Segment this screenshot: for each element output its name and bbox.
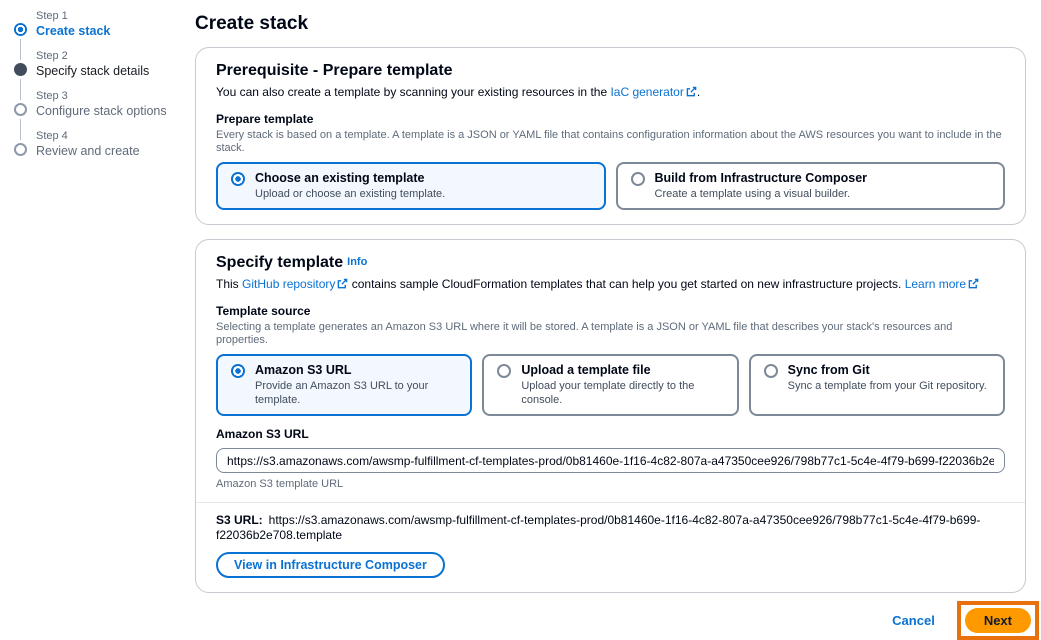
prepare-template-description: Every stack is based on a template. A template is a JSON or YAML file that contains configuration information about the AWS resources you want to include in the stack. (216, 129, 1002, 154)
prepare-template-tiles (216, 162, 1005, 210)
specify-description-middle: contains sample CloudFormation templates that can help you get started on new infrastructure projects. (348, 277, 905, 291)
tile-amazon-s3-url[interactable] (216, 354, 472, 416)
prerequisite-description (216, 84, 1005, 101)
radio-selected-icon (231, 364, 245, 378)
template-source-tiles (216, 354, 1005, 416)
step-item-review-and-create[interactable] (14, 128, 184, 168)
step-number: Step 2 (36, 50, 68, 62)
s3-url-summary-value: https://s3.amazonaws.com/awsmp-fulfillment-cf-templates-prod/0b81460e-1f16-4c82-807a-a47350cee926/798b77c1-5c4e-4f79-b699-f22036b2e708.template (216, 513, 981, 542)
tile-sync-from-git[interactable] (749, 354, 1005, 416)
specify-template-description (216, 276, 1005, 293)
prerequisite-description-suffix: . (696, 85, 701, 99)
view-in-infrastructure-composer-button[interactable]: View in Infrastructure Composer (216, 552, 445, 578)
prepare-template-label: Prepare template (216, 112, 314, 126)
template-source-label: Template source (216, 304, 311, 318)
main-content (195, 6, 1026, 640)
step-item-specify-stack-details[interactable] (14, 48, 184, 88)
step-active-radio-icon (14, 23, 27, 36)
iac-generator-link[interactable]: IaC generator (610, 85, 696, 99)
github-repository-link[interactable]: GitHub repository (242, 277, 348, 291)
tile-description: Create a template using a visual builder. (654, 188, 851, 200)
tile-title: Amazon S3 URL (255, 363, 352, 377)
external-link-icon (968, 277, 979, 293)
s3-url-summary (216, 513, 1005, 543)
tile-description: Sync a template from your Git repository. (787, 380, 987, 392)
tile-build-from-infrastructure-composer[interactable] (616, 162, 1006, 210)
tile-description: Upload or choose an existing template. (255, 188, 446, 200)
wizard-actions (195, 601, 1026, 640)
s3-url-field-label: Amazon S3 URL (216, 427, 309, 441)
step-number: Step 4 (36, 130, 68, 142)
prerequisite-panel (195, 47, 1026, 225)
tile-title: Sync from Git (787, 363, 870, 377)
step-item-create-stack[interactable] (14, 8, 184, 48)
radio-unselected-icon (631, 172, 645, 186)
wizard-steps-nav (14, 8, 184, 168)
info-link[interactable]: Info (347, 256, 368, 268)
cancel-button[interactable]: Cancel (892, 613, 935, 628)
step-future-circle-icon (14, 143, 27, 156)
next-button-highlight-box (957, 601, 1039, 640)
radio-unselected-icon (497, 364, 511, 378)
step-label: Create stack (36, 24, 111, 38)
prerequisite-panel-title: Prerequisite - Prepare template (216, 62, 453, 79)
s3-url-helper-text: Amazon S3 template URL (216, 478, 344, 490)
panel-footer-divider (196, 502, 1025, 503)
step-label: Specify stack details (36, 64, 150, 78)
tile-choose-existing-template[interactable] (216, 162, 606, 210)
radio-unselected-icon (764, 364, 778, 378)
step-label: Configure stack options (36, 104, 167, 118)
external-link-icon (337, 277, 348, 293)
tile-description: Provide an Amazon S3 URL to your template. (255, 380, 429, 406)
tile-title: Choose an existing template (255, 171, 425, 185)
page-title: Create stack (195, 13, 309, 34)
tile-upload-template-file[interactable] (482, 354, 738, 416)
specify-template-panel (195, 239, 1026, 593)
specify-description-prefix: This (216, 277, 243, 291)
tile-description: Upload your template directly to the console. (521, 380, 695, 406)
step-label: Review and create (36, 144, 140, 158)
s3-url-input[interactable] (216, 448, 1005, 473)
template-source-description: Selecting a template generates an Amazon S3 URL where it will be stored. A template is a JSON or YAML file that describes your stack's resources and properties. (216, 321, 953, 346)
prerequisite-description-text: You can also create a template by scanning your existing resources in the (216, 85, 611, 99)
s3-url-summary-label: S3 URL: (216, 513, 263, 527)
step-future-circle-icon (14, 103, 27, 116)
external-link-icon (686, 85, 697, 101)
step-visited-dot-icon (14, 63, 27, 76)
step-number: Step 3 (36, 90, 68, 102)
tile-title: Build from Infrastructure Composer (654, 171, 868, 185)
learn-more-link[interactable]: Learn more (905, 277, 979, 291)
tile-title: Upload a template file (521, 363, 651, 377)
step-item-configure-stack-options[interactable] (14, 88, 184, 128)
radio-selected-icon (231, 172, 245, 186)
specify-template-title: Specify template Info (216, 254, 368, 271)
next-button[interactable]: Next (965, 608, 1031, 633)
step-number: Step 1 (36, 10, 68, 22)
